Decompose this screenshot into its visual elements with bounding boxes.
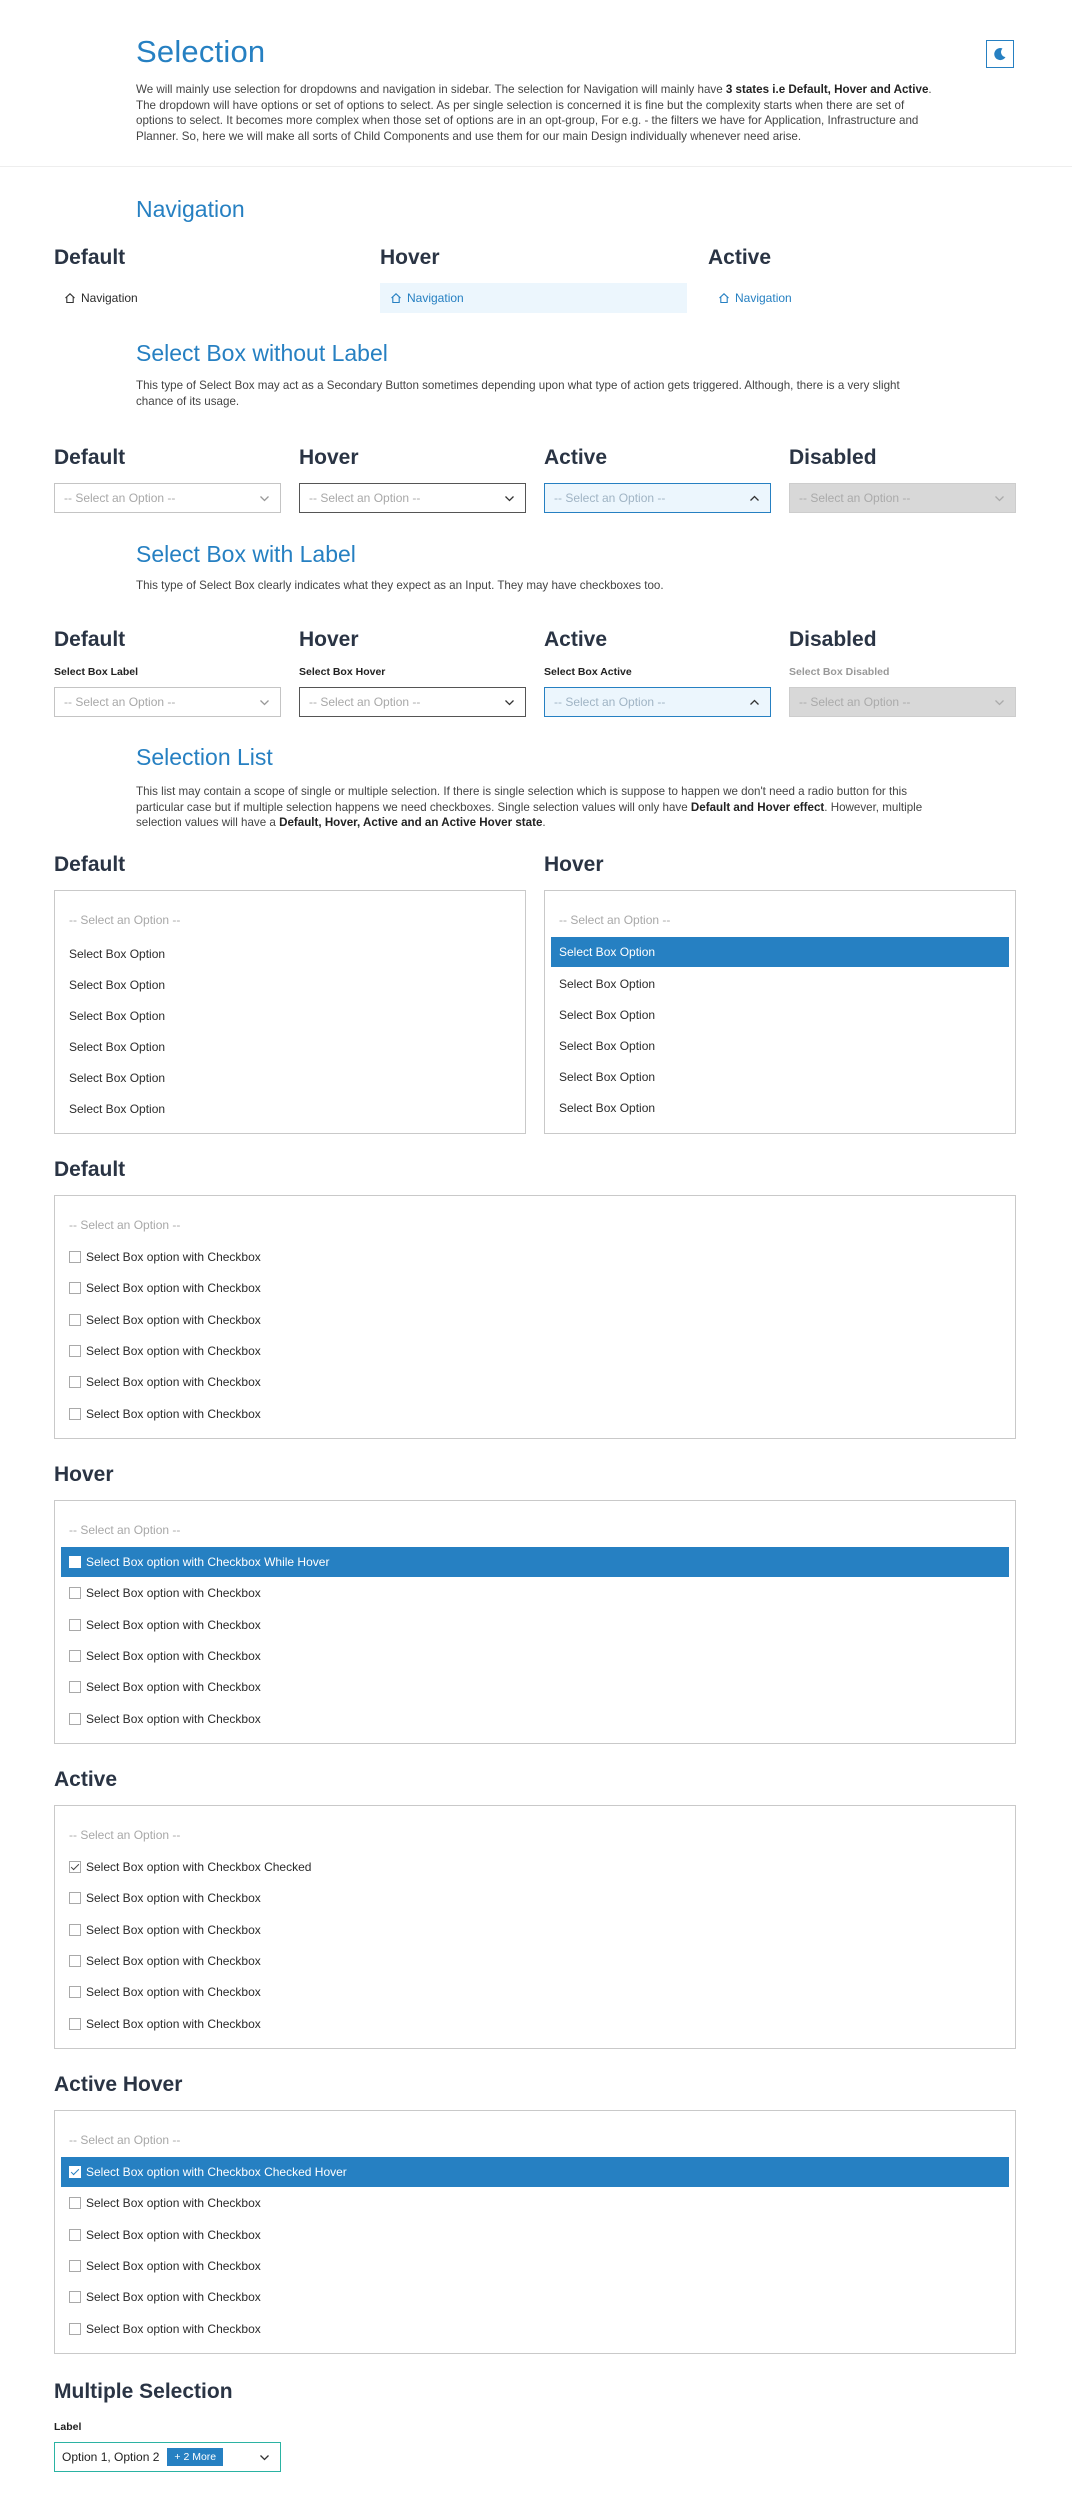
checkbox-label: Select Box option with Checkbox bbox=[86, 1250, 261, 1264]
list-item[interactable]: Select Box Option bbox=[69, 947, 166, 961]
select-no-label-description: This type of Select Box may act as a Secondary Button sometimes depending upon what type of action gets triggered. Although, there is a very slight chance of its usage. bbox=[136, 379, 900, 408]
list-placeholder: -- Select an Option -- bbox=[69, 1218, 181, 1232]
checkbox[interactable] bbox=[69, 1713, 81, 1725]
nav-item-hover[interactable] bbox=[380, 283, 687, 313]
checkbox[interactable] bbox=[69, 1986, 81, 1998]
checkbox[interactable] bbox=[69, 1587, 81, 1599]
checkbox-list-active-hover bbox=[54, 2110, 1016, 2354]
home-icon bbox=[718, 292, 730, 304]
checkbox[interactable] bbox=[69, 2260, 81, 2272]
checkbox[interactable] bbox=[69, 1861, 81, 1873]
checkbox[interactable] bbox=[69, 1556, 81, 1568]
nav-state-default: Default bbox=[54, 246, 126, 269]
list-placeholder: -- Select an Option -- bbox=[69, 1523, 181, 1537]
select-label-active: Select Box Active bbox=[544, 666, 632, 678]
list-placeholder: -- Select an Option -- bbox=[69, 1828, 181, 1842]
multiple-select-value: Option 1, Option 2 bbox=[62, 2450, 160, 2464]
checkbox-list-item[interactable] bbox=[61, 2009, 1009, 2039]
checkbox-list-state-active: Active bbox=[54, 1768, 118, 1791]
checkbox[interactable] bbox=[69, 1924, 81, 1936]
moon-icon bbox=[993, 47, 1007, 61]
labeled-select-active[interactable] bbox=[544, 687, 771, 717]
checkbox-label: Select Box option with Checkbox bbox=[86, 1281, 261, 1296]
select-state-disabled: Disabled bbox=[789, 446, 877, 469]
chevron-down-icon bbox=[259, 2452, 270, 2463]
nav-item-default[interactable] bbox=[54, 283, 361, 313]
single-list-hover bbox=[544, 890, 1016, 1134]
selection-list-title: Selection List bbox=[136, 744, 273, 770]
navigation-title: Navigation bbox=[136, 196, 245, 222]
checkbox-label: Select Box option with Checkbox bbox=[86, 2290, 261, 2305]
select-placeholder: -- Select an Option -- bbox=[309, 491, 421, 505]
checkbox-label: Select Box option with Checkbox bbox=[86, 1406, 261, 1421]
list-placeholder: -- Select an Option -- bbox=[69, 2133, 181, 2147]
checkbox-list-item[interactable] bbox=[61, 1273, 1009, 1303]
select-label-disabled: Select Box Disabled bbox=[789, 666, 890, 678]
checkbox-label: Select Box option with Checkbox bbox=[86, 1922, 261, 1937]
select-with-label-description: This type of Select Box clearly indicates what they expect as an Input. They may have checkboxes too. bbox=[136, 579, 664, 592]
home-icon bbox=[64, 292, 76, 304]
labeled-state-hover: Hover bbox=[299, 628, 359, 651]
home-icon bbox=[390, 292, 402, 304]
more-badge[interactable]: + 2 More bbox=[167, 2448, 223, 2466]
select-label-default: Select Box Label bbox=[54, 666, 139, 678]
nav-state-hover: Hover bbox=[380, 246, 440, 269]
page-title: Selection bbox=[136, 34, 266, 69]
checkbox-list-item[interactable] bbox=[61, 1946, 1009, 1976]
checkbox-label: Select Box option with Checkbox Checked bbox=[86, 1860, 312, 1874]
checkbox-list-item[interactable] bbox=[61, 2220, 1009, 2250]
checkbox-list-item[interactable] bbox=[61, 1305, 1009, 1335]
checkbox-label: Select Box option with Checkbox bbox=[86, 1985, 261, 2000]
chevron-up-icon bbox=[749, 493, 760, 504]
select-placeholder: -- Select an Option -- bbox=[554, 695, 666, 709]
list-item[interactable]: Select Box Option bbox=[69, 1040, 166, 1054]
checkbox-label: Select Box option with Checkbox bbox=[86, 2196, 261, 2211]
checkbox[interactable] bbox=[69, 1892, 81, 1904]
checkbox[interactable] bbox=[69, 1251, 81, 1263]
select-placeholder: -- Select an Option -- bbox=[309, 695, 421, 709]
checkbox[interactable] bbox=[69, 1345, 81, 1357]
chevron-up-icon bbox=[749, 697, 760, 708]
labeled-state-active: Active bbox=[544, 628, 608, 651]
selection-list-description: This list may contain a scope of single or multiple selection. If there is single selection which is suppose to happen we don't need a radio button for this particular case but if multiple selection happens we need checkboxes. Single selection values will only have Default and Hover effect. However, multiple selection values will have a Default, Hover, Active and an Active Hover state. bbox=[136, 785, 923, 830]
list-item[interactable]: Select Box Option bbox=[69, 1071, 166, 1085]
select-placeholder: -- Select an Option -- bbox=[64, 695, 176, 709]
checkbox[interactable] bbox=[69, 1619, 81, 1631]
list-item[interactable]: Select Box Option bbox=[559, 977, 656, 991]
checkbox-list-state-active-hover: Active Hover bbox=[54, 2073, 183, 2096]
checkbox-label: Select Box option with Checkbox bbox=[86, 1586, 261, 1601]
checkbox-list-item-first[interactable] bbox=[61, 2157, 1009, 2187]
checkbox-list-item-first[interactable] bbox=[61, 1852, 1009, 1882]
checkbox-label: Select Box option with Checkbox bbox=[86, 1617, 261, 1632]
checkbox[interactable] bbox=[69, 1282, 81, 1294]
chevron-down-icon bbox=[994, 697, 1005, 708]
checkbox-list-item[interactable] bbox=[61, 2188, 1009, 2218]
checkbox-list-item[interactable] bbox=[61, 1641, 1009, 1671]
header-divider bbox=[0, 166, 1072, 167]
chevron-down-icon bbox=[259, 493, 270, 504]
labeled-select-default[interactable] bbox=[54, 687, 281, 717]
select-placeholder: -- Select an Option -- bbox=[799, 491, 911, 505]
checkbox[interactable] bbox=[69, 1955, 81, 1967]
checkbox-list-state-default: Default bbox=[54, 1158, 126, 1181]
checkbox[interactable] bbox=[69, 2018, 81, 2030]
list-item[interactable]: Select Box Option bbox=[559, 1101, 656, 1115]
checkbox-label: Select Box option with Checkbox bbox=[86, 2227, 261, 2242]
checkbox-list-hover bbox=[54, 1500, 1016, 1744]
checkbox-label: Select Box option with Checkbox bbox=[86, 1680, 261, 1695]
list-item[interactable]: Select Box Option bbox=[69, 1009, 166, 1023]
checkbox[interactable] bbox=[69, 1681, 81, 1693]
checkbox-list-item[interactable] bbox=[61, 1704, 1009, 1734]
list-item[interactable]: Select Box Option bbox=[559, 1070, 656, 1084]
list-item[interactable]: Select Box Option bbox=[69, 1102, 166, 1116]
nav-item-label: Navigation bbox=[81, 291, 138, 305]
checkbox-list-item[interactable] bbox=[61, 1610, 1009, 1640]
checkbox-list-item[interactable] bbox=[61, 1578, 1009, 1608]
labeled-select-disabled bbox=[789, 687, 1016, 717]
select-placeholder: -- Select an Option -- bbox=[554, 491, 666, 505]
labeled-state-disabled: Disabled bbox=[789, 628, 877, 651]
checkbox[interactable] bbox=[69, 2229, 81, 2241]
checkbox-list-item[interactable] bbox=[61, 2282, 1009, 2312]
select-box-active[interactable] bbox=[544, 483, 771, 513]
multiple-selection-label: Label bbox=[54, 2421, 82, 2433]
checkbox[interactable] bbox=[69, 2323, 81, 2335]
select-box-hover[interactable] bbox=[299, 483, 526, 513]
checkbox-list-item-first[interactable] bbox=[61, 1242, 1009, 1272]
labeled-select-hover[interactable] bbox=[299, 687, 526, 717]
checkbox-label: Select Box option with Checkbox bbox=[86, 2258, 261, 2273]
select-placeholder: -- Select an Option -- bbox=[799, 695, 911, 709]
labeled-state-default: Default bbox=[54, 628, 126, 651]
checkbox-list-item[interactable] bbox=[61, 1399, 1009, 1429]
checkbox-list-item[interactable] bbox=[61, 2251, 1009, 2281]
checkbox-label: Select Box option with Checkbox bbox=[86, 1891, 261, 1906]
chevron-down-icon bbox=[504, 493, 515, 504]
single-list-default bbox=[54, 890, 526, 1134]
chevron-down-icon bbox=[259, 697, 270, 708]
list-placeholder: -- Select an Option -- bbox=[69, 913, 181, 927]
checkbox[interactable] bbox=[69, 2197, 81, 2209]
select-label-hover: Select Box Hover bbox=[299, 666, 386, 678]
nav-state-active: Active bbox=[708, 246, 772, 269]
page-intro: We will mainly use selection for dropdowns and navigation in sidebar. The selection for Navigation will mainly have 3 states i.e Default, Hover and Active. The dropdown will have options or set of options to select. As per single selection is concerned it is fine but the complexity starts when there are set of options to select. It becomes more complex when those set of options are in an opt-group, For e.g. - the filters we have for Application, Infrastructure and Planner. So, here we will make all sorts of Child Components and use them for our main Design individually whenever need arise. bbox=[136, 83, 932, 143]
list-item-hovered[interactable]: Select Box Option bbox=[551, 937, 1009, 967]
select-state-hover: Hover bbox=[299, 446, 359, 469]
checkbox-list-item[interactable] bbox=[61, 1367, 1009, 1397]
list-item[interactable]: Select Box Option bbox=[559, 1008, 656, 1022]
checkbox-label: Select Box option with Checkbox bbox=[86, 2321, 261, 2336]
checkbox-list-item-first[interactable] bbox=[61, 1547, 1009, 1577]
nav-item-label: Navigation bbox=[735, 291, 792, 305]
checkbox[interactable] bbox=[69, 1376, 81, 1388]
select-state-default: Default bbox=[54, 446, 126, 469]
checkbox-label: Select Box option with Checkbox bbox=[86, 1343, 261, 1358]
checkbox-list-item[interactable] bbox=[61, 1336, 1009, 1366]
nav-item-active[interactable] bbox=[708, 283, 1015, 313]
checkbox-list-item[interactable] bbox=[61, 1672, 1009, 1702]
list-placeholder: -- Select an Option -- bbox=[559, 913, 671, 927]
checkbox[interactable] bbox=[69, 1408, 81, 1420]
checkbox-list-state-hover: Hover bbox=[54, 1463, 114, 1486]
select-placeholder: -- Select an Option -- bbox=[64, 491, 176, 505]
checkbox-label: Select Box option with Checkbox Checked Hover bbox=[86, 2165, 347, 2179]
checkbox-label: Select Box option with Checkbox While Hover bbox=[86, 1555, 330, 1569]
select-no-label-title: Select Box without Label bbox=[136, 340, 388, 366]
checkbox-list-active bbox=[54, 1805, 1016, 2049]
select-box-disabled bbox=[789, 483, 1016, 513]
nav-item-label: Navigation bbox=[407, 291, 464, 305]
list-item[interactable]: Select Box Option bbox=[69, 978, 166, 992]
select-box-default[interactable] bbox=[54, 483, 281, 513]
select-state-active: Active bbox=[544, 446, 608, 469]
multiple-selection-title: Multiple Selection bbox=[54, 2380, 233, 2403]
checkbox-list-item[interactable] bbox=[61, 1915, 1009, 1945]
checkbox[interactable] bbox=[69, 2291, 81, 2303]
checkbox-label: Select Box option with Checkbox bbox=[86, 1953, 261, 1968]
multiple-select-box[interactable] bbox=[54, 2442, 281, 2472]
theme-toggle-button[interactable] bbox=[986, 40, 1014, 68]
chevron-down-icon bbox=[504, 697, 515, 708]
checkbox-list-item[interactable] bbox=[61, 2314, 1009, 2344]
single-list-state-hover: Hover bbox=[544, 853, 604, 876]
checkbox[interactable] bbox=[69, 1650, 81, 1662]
checkbox[interactable] bbox=[69, 1314, 81, 1326]
list-item[interactable]: Select Box Option bbox=[559, 1039, 656, 1053]
single-list-state-default: Default bbox=[54, 853, 126, 876]
checkbox[interactable] bbox=[69, 2166, 81, 2178]
select-with-label-title: Select Box with Label bbox=[136, 541, 356, 567]
checkbox-list-item[interactable] bbox=[61, 1977, 1009, 2007]
checkbox-label: Select Box option with Checkbox bbox=[86, 2016, 261, 2031]
checkbox-label: Select Box option with Checkbox bbox=[86, 1711, 261, 1726]
checkbox-list-item[interactable] bbox=[61, 1883, 1009, 1913]
checkbox-label: Select Box option with Checkbox bbox=[86, 1312, 261, 1327]
checkbox-label: Select Box option with Checkbox bbox=[86, 1648, 261, 1663]
checkbox-label: Select Box option with Checkbox bbox=[86, 1375, 261, 1390]
chevron-down-icon bbox=[994, 493, 1005, 504]
checkbox-list-default bbox=[54, 1195, 1016, 1439]
